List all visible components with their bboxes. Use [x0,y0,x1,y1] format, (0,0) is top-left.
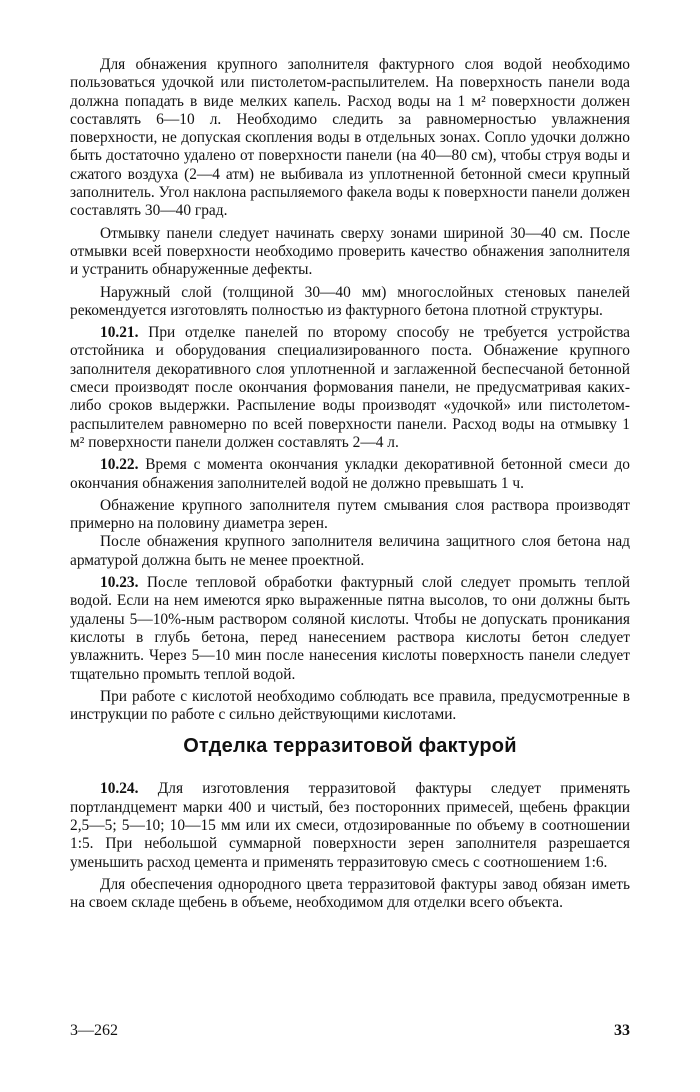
paragraph-text: Для обнажения крупного заполнителя фактурного слоя водой необходимо пользоваться удочкой или пистолетом-распылителем. На поверхность панели вода должна попадать в виде мелких капель. Расход воды на 1 м² поверхности должен составлять 6—10 л. Необходимо следить за равномерностью увлажнения поверхности, не допуская скопления воды в отдельных зонах. Сопло удочки должно быть достаточно удалено от поверхности панели (на 40—80 см), чтобы струя воды и сжатого воздуха (2—4 атм) не выбивала из уплотненной бетонной смеси крупный заполнитель. Угол наклона распыляемого факела воды к поверхности панели должен составлять 30—40 град. [70,56,630,220]
clause-number: 10.24. [100,780,139,798]
page-content [70,56,630,912]
paragraph [70,225,630,280]
paragraph [70,284,630,321]
paragraph-text: Отмывку панели следует начинать сверху зонами шириной 30—40 см. После отмывки всей поверхности необходимо проверить качество обнажения заполнителя и устранить обнаруженные дефекты. [70,224,630,279]
clause-number: 10.22. [100,456,139,474]
page-footer [70,1022,630,1044]
section-title: Отделка терразитовой фактурой [183,735,517,758]
paragraph-text: Наружный слой (толщиной 30—40 мм) многослойных стеновых панелей рекомендуется изготовлять полностью из фактурного бетона плотной структуры. [70,283,630,319]
paragraph [70,876,630,913]
paragraph-text: Для изготовления терразитовой фактуры следует применять портландцемент марки 400 и чистый, без посторонних примесей, щебень фракции 2,5—5; 5—10; 10—15 мм или их смеси, отдозированные по объему в соотношении 1:5. При небольшой суммарной поверхности зерен заполнителя разрешается уменьшить расход цемента и применять терразитовую смесь с соотношением 1:6. [70,780,630,871]
clause-number: 10.23. [100,574,139,592]
paragraph-text: При работе с кислотой необходимо соблюдать все правила, предусмотренные в инструкции по работе с сильно действующими кислотами. [70,687,630,724]
paragraph-text: Обнажение крупного заполнителя путем смывания слоя раствора производят примерно на половину диаметра зерен. [70,496,630,533]
paragraph-text: После тепловой обработки фактурный слой следует промыть теплой водой. Если на нем имеются ярко выраженные пятна высолов, то они должны быть удалены 5—10%-ным раствором соляной кислоты. Чтобы не допускать проникания кислоты в глубь бетона, перед нанесением раствора кислоты бетон следует увлажнить. Через 5—10 мин после нанесения кислоты поверхность панели следует тщательно промыть теплой водой. [70,574,630,683]
printer-signature: 3—262 [70,1022,118,1039]
paragraph-10-22 [70,456,630,493]
paragraph-text: После обнажения крупного заполнителя величина защитного слоя бетона над арматурой должна быть не менее проектной. [70,533,630,569]
paragraph-text: Для обеспечения однородного цвета терразитовой фактуры завод обязан иметь на своем складе щебень в объеме, необходимом для отделки всего объекта. [70,875,630,912]
paragraph-text: При отделке панелей по второму способу не требуется устройства отстойника и оборудования специализированного поста. Обнажение крупного заполнителя декоративного слоя уплотненной и заглаженной беспесчаной бетонной смеси производят после окончания формования панели, не предусматривая каких-либо сроков выдержки. Распыление воды производят «удочкой» или пистолетом-распылителем равномерно по всей поверхности панели. Расход воды на отмывку 1 м² поверхности панели должен составлять 2—4 л. [70,324,630,451]
paragraph [70,688,630,725]
paragraph-text: Время с момента окончания укладки декоративной бетонной смеси до окончания обнажения заполнителей водой не должно превышать 1 ч. [70,456,630,492]
paragraph-10-23 [70,574,630,684]
paragraph-10-24 [70,780,630,871]
clause-number: 10.21. [100,324,139,342]
paragraph [70,533,630,570]
paragraph [70,56,630,221]
paragraph [70,497,630,534]
paragraph-10-21 [70,324,630,452]
page-number: 33 [614,1022,630,1039]
